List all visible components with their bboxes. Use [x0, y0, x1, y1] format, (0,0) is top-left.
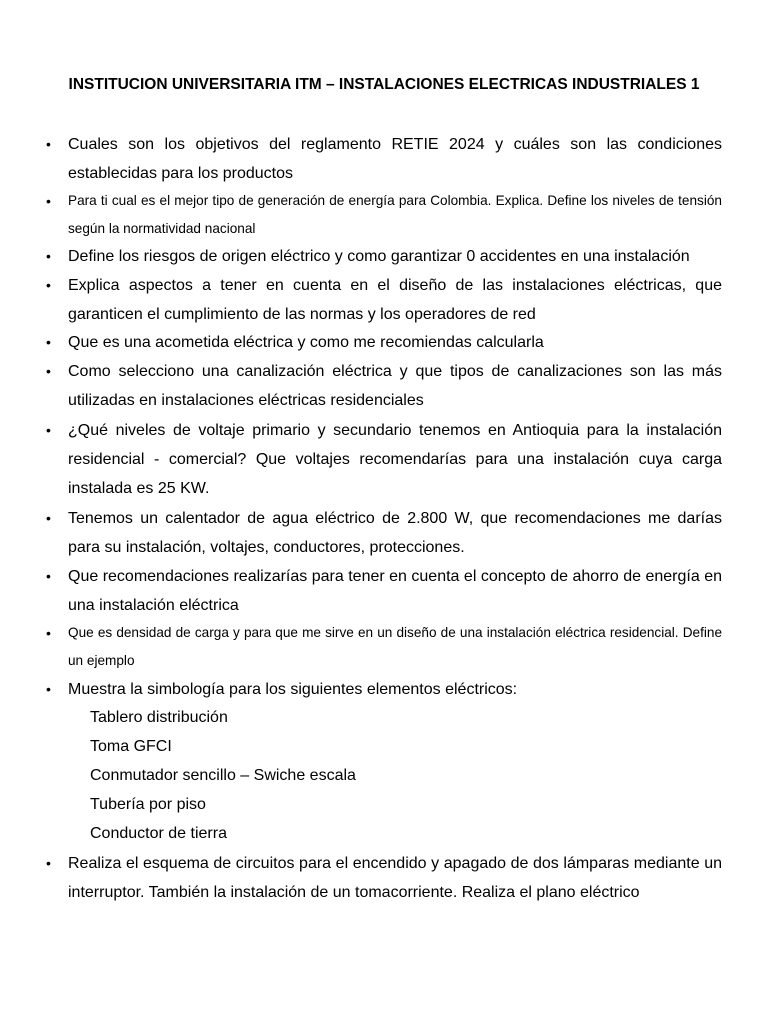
symbol-item: Tubería por piso [90, 796, 206, 813]
question-item [46, 675, 722, 704]
question-text: Tenemos un calentador de agua eléctrico de 2.800 W, que recomendaciones me darías para su instalación, voltajes, conductores, protecciones. [68, 510, 722, 556]
bullet-icon: • [46, 136, 51, 152]
question-item [46, 130, 722, 188]
question-item [46, 416, 722, 503]
question-text: Realiza el esquema de circuitos para el encendido y apagado de dos lámparas mediante un interruptor. También la instalación de un tomacorriente. Realiza el plano eléctrico [68, 855, 722, 901]
question-item [46, 504, 722, 562]
question-item [46, 271, 722, 329]
bullet-icon: • [46, 855, 51, 871]
bullet-icon: • [46, 193, 51, 209]
question-item [46, 328, 722, 357]
question-item [46, 619, 722, 675]
question-text: Muestra la simbología para los siguientes elementos eléctricos: [68, 681, 518, 698]
question-text: Para ti cual es el mejor tipo de generación de energía para Colombia. Explica. Define los niveles de tensión según la normatividad nacional [68, 193, 722, 236]
question-item [46, 849, 722, 907]
question-text: Que es una acometida eléctrica y como me recomiendas calcularla [68, 334, 544, 351]
bullet-icon: • [46, 510, 51, 526]
document-title: INSTITUCION UNIVERSITARIA ITM – INSTALACIONES ELECTRICAS INDUSTRIALES 1 [68, 76, 700, 93]
question-text: Cuales son los objetivos del reglamento RETIE 2024 y cuáles son las condiciones establecidas para los productos [68, 136, 722, 182]
question-item [46, 187, 722, 243]
question-text: Que es densidad de carga y para que me sirve en un diseño de una instalación eléctrica residencial. Define un ejemplo [68, 625, 722, 668]
bullet-icon: • [46, 681, 51, 697]
question-text: Que recomendaciones realizarías para tener en cuenta el concepto de ahorro de energía en una instalación eléctrica [68, 568, 722, 614]
bullet-icon: • [46, 334, 51, 350]
question-item [46, 242, 722, 271]
symbol-item: Conductor de tierra [90, 825, 227, 842]
question-text: Explica aspectos a tener en cuenta en el diseño de las instalaciones eléctricas, que garanticen el cumplimiento de las normas y los operadores de red [68, 277, 722, 323]
question-text: Define los riesgos de origen eléctrico y como garantizar 0 accidentes en una instalación [68, 248, 690, 265]
symbol-item: Tablero distribución [90, 709, 228, 726]
bullet-icon: • [46, 568, 51, 584]
question-text: Como selecciono una canalización eléctrica y que tipos de canalizaciones son las más utilizadas en instalaciones eléctricas residenciales [68, 363, 722, 409]
bullet-icon: • [46, 422, 51, 438]
symbol-item: Conmutador sencillo – Swiche escala [90, 767, 356, 784]
bullet-icon: • [46, 625, 51, 641]
bullet-icon: • [46, 363, 51, 379]
question-item [46, 357, 722, 415]
symbol-item: Toma GFCI [90, 738, 172, 755]
bullet-icon: • [46, 277, 51, 293]
question-text: ¿Qué niveles de voltaje primario y secundario tenemos en Antioquia para la instalación residencial - comercial? Que voltajes recomendarías para una instalación cuya carga instalada es 25 KW. [68, 422, 722, 497]
bullet-icon: • [46, 248, 51, 264]
question-item [46, 562, 722, 620]
